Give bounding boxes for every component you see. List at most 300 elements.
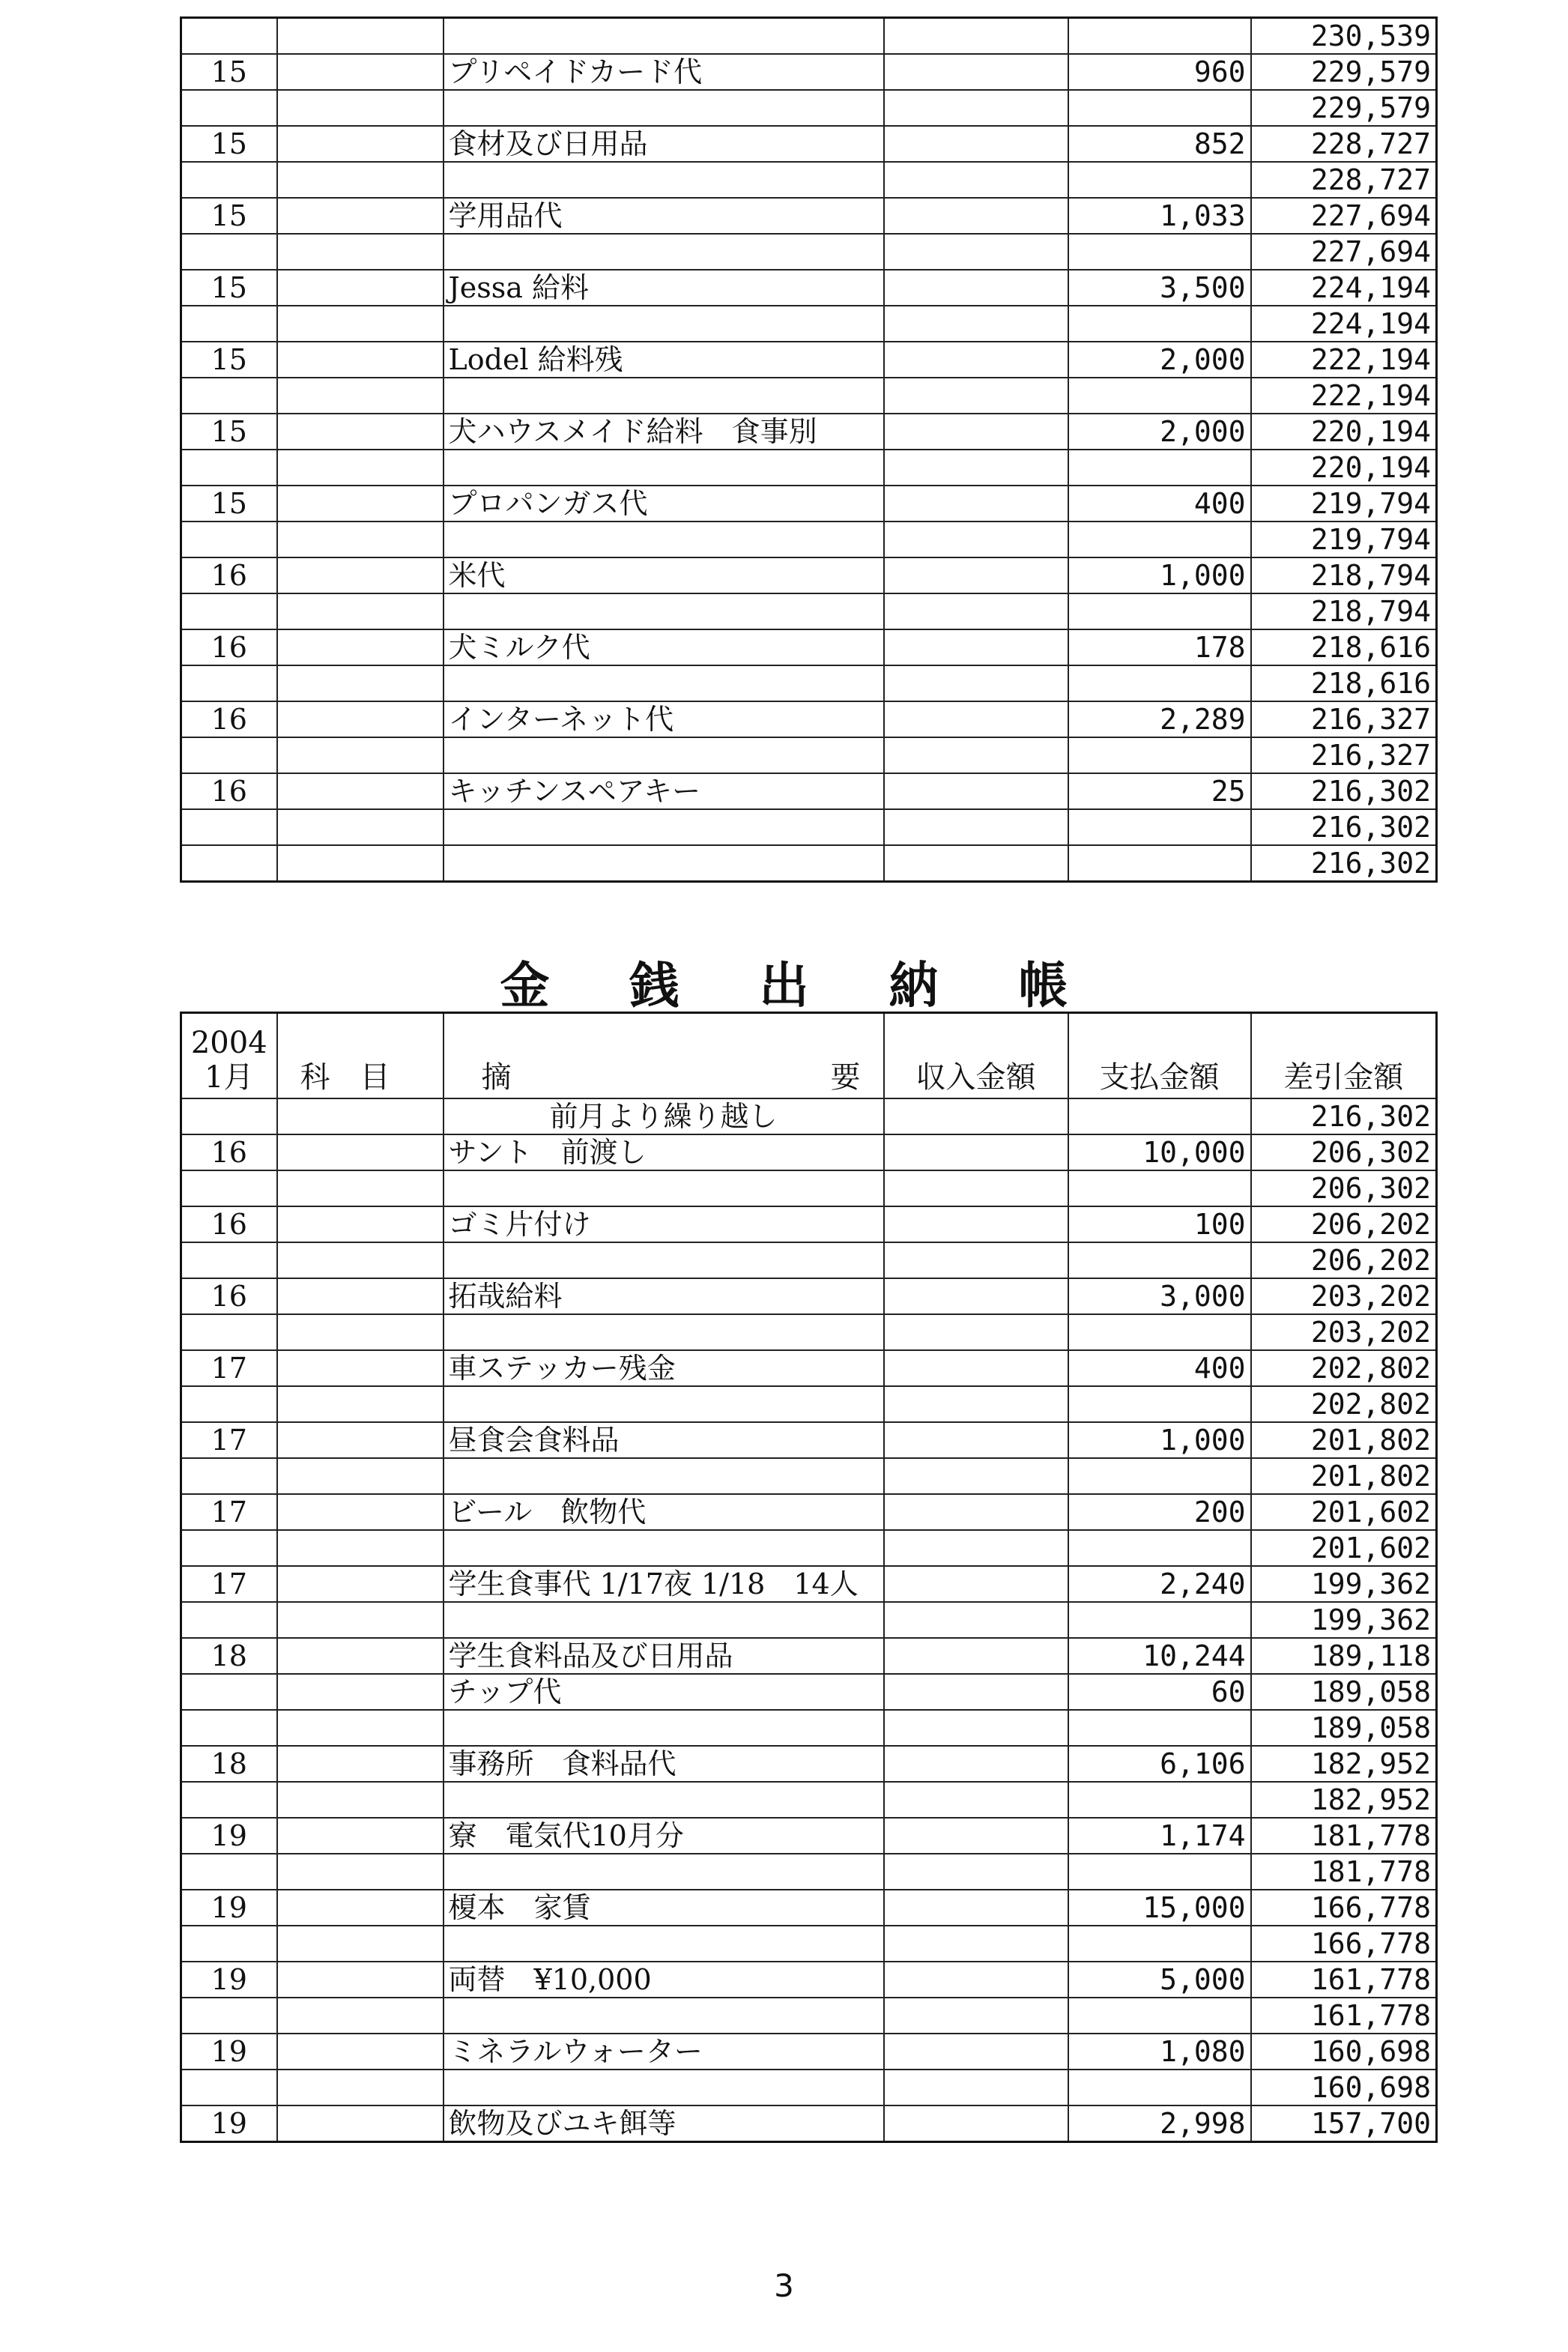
ledger-row: [181, 450, 1437, 486]
balance-cell: 199,362: [1251, 1602, 1437, 1638]
subject-cell: [277, 450, 444, 486]
payment-cell: 400: [1068, 1350, 1251, 1386]
balance-cell: 166,778: [1251, 1926, 1437, 1962]
subject-cell: [277, 1170, 444, 1206]
ledger-title: [0, 946, 1568, 1017]
subject-cell: [277, 1494, 444, 1530]
title-char: 出: [759, 957, 809, 1015]
day-cell: [181, 1710, 277, 1746]
subject-cell: [277, 1962, 444, 1998]
payment-cell: [1068, 593, 1251, 629]
description-cell: 学生食事代 1/17夜 1/18 14人: [444, 1566, 884, 1602]
day-cell: 15: [181, 126, 277, 162]
balance-cell: 181,778: [1251, 1818, 1437, 1854]
description-cell: [444, 1170, 884, 1206]
description-cell: [444, 234, 884, 270]
day-cell: [181, 1170, 277, 1206]
income-cell: [884, 90, 1068, 126]
description-cell: 事務所 食料品代: [444, 1746, 884, 1782]
payment-cell: [1068, 1314, 1251, 1350]
balance-cell: 206,302: [1251, 1134, 1437, 1170]
day-cell: 16: [181, 629, 277, 665]
subject-cell: [277, 378, 444, 414]
payment-cell: [1068, 378, 1251, 414]
ledger-row: [181, 665, 1437, 701]
day-cell: 15: [181, 270, 277, 306]
ledger-row: [181, 1314, 1437, 1350]
payment-cell: [1068, 2070, 1251, 2105]
income-cell: [884, 1386, 1068, 1422]
ledger-row: [181, 1602, 1437, 1638]
balance-cell: 216,327: [1251, 701, 1437, 737]
balance-cell: 161,778: [1251, 1962, 1437, 1998]
income-cell: [884, 1242, 1068, 1278]
income-cell: [884, 1098, 1068, 1134]
day-cell: [181, 1782, 277, 1818]
subject-cell: [277, 2105, 444, 2142]
balance-cell: 229,579: [1251, 90, 1437, 126]
subject-cell: [277, 2070, 444, 2105]
payment-cell: 1,000: [1068, 1422, 1251, 1458]
income-cell: [884, 1170, 1068, 1206]
balance-header: 差引金額: [1251, 1013, 1437, 1099]
day-cell: [181, 522, 277, 557]
balance-cell: 202,802: [1251, 1386, 1437, 1422]
subject-cell: [277, 1386, 444, 1422]
subject-cell: [277, 234, 444, 270]
ledger-row: [181, 1782, 1437, 1818]
balance-cell: 157,700: [1251, 2105, 1437, 2142]
day-cell: 15: [181, 54, 277, 90]
description-cell: [444, 1314, 884, 1350]
payment-cell: 60: [1068, 1674, 1251, 1710]
description-cell: [444, 522, 884, 557]
subject-cell: [277, 1278, 444, 1314]
payment-cell: [1068, 1602, 1251, 1638]
description-cell: [444, 450, 884, 486]
income-cell: [884, 737, 1068, 773]
subject-cell: [277, 1530, 444, 1566]
ledger-row: [181, 1134, 1437, 1170]
ledger-row: [181, 198, 1437, 234]
description-header-left: 摘: [481, 1060, 512, 1095]
subject-cell: [277, 1134, 444, 1170]
balance-cell: 222,194: [1251, 342, 1437, 378]
ledger-row: [181, 701, 1437, 737]
subject-cell: [277, 126, 444, 162]
balance-cell: 216,327: [1251, 737, 1437, 773]
income-cell: [884, 1458, 1068, 1494]
description-cell: 榎本 家賃: [444, 1890, 884, 1926]
description-cell: [444, 18, 884, 55]
income-cell: [884, 450, 1068, 486]
income-cell: [884, 18, 1068, 55]
balance-cell: 206,202: [1251, 1206, 1437, 1242]
day-cell: 19: [181, 1818, 277, 1854]
payment-cell: [1068, 18, 1251, 55]
income-cell: [884, 162, 1068, 198]
description-cell: ビール 飲物代: [444, 1494, 884, 1530]
subject-cell: [277, 1566, 444, 1602]
payment-cell: 1,000: [1068, 557, 1251, 593]
subject-cell: [277, 1818, 444, 1854]
description-cell: 拓哉給料: [444, 1278, 884, 1314]
payment-cell: [1068, 665, 1251, 701]
balance-cell: 218,616: [1251, 665, 1437, 701]
day-cell: 19: [181, 1890, 277, 1926]
ledger-row: [181, 378, 1437, 414]
balance-cell: 182,952: [1251, 1782, 1437, 1818]
payment-cell: [1068, 1386, 1251, 1422]
title-char: 帳: [1018, 957, 1068, 1015]
balance-cell: 218,616: [1251, 629, 1437, 665]
ledger-row: [181, 1890, 1437, 1926]
balance-cell: 161,778: [1251, 1998, 1437, 2034]
subject-cell: [277, 198, 444, 234]
description-cell: プロパンガス代: [444, 486, 884, 522]
payment-cell: [1068, 1710, 1251, 1746]
payment-cell: [1068, 450, 1251, 486]
ledger-row: [181, 1926, 1437, 1962]
ledger-row: [181, 593, 1437, 629]
payment-cell: [1068, 1458, 1251, 1494]
description-cell: [444, 2070, 884, 2105]
subject-cell: [277, 306, 444, 342]
subject-cell: [277, 809, 444, 845]
payment-cell: [1068, 1098, 1251, 1134]
ledger-row: [181, 1998, 1437, 2034]
description-cell: 米代: [444, 557, 884, 593]
subject-cell: [277, 1710, 444, 1746]
day-cell: 17: [181, 1350, 277, 1386]
ledger-row: [181, 1278, 1437, 1314]
ledger-row: [181, 270, 1437, 306]
income-cell: [884, 845, 1068, 882]
income-cell: [884, 1422, 1068, 1458]
day-cell: [181, 1530, 277, 1566]
year-month-header: [181, 1013, 277, 1099]
income-cell: [884, 2070, 1068, 2105]
day-cell: [181, 737, 277, 773]
ledger-row: [181, 126, 1437, 162]
payment-cell: [1068, 1782, 1251, 1818]
description-cell: [444, 593, 884, 629]
balance-cell: 203,202: [1251, 1314, 1437, 1350]
day-cell: [181, 234, 277, 270]
ledger-row: [181, 234, 1437, 270]
payment-cell: 15,000: [1068, 1890, 1251, 1926]
income-cell: [884, 486, 1068, 522]
income-cell: [884, 1494, 1068, 1530]
ledger-row: [181, 162, 1437, 198]
payment-cell: 25: [1068, 773, 1251, 809]
ledger-row: [181, 1458, 1437, 1494]
description-cell: インターネット代: [444, 701, 884, 737]
balance-cell: 216,302: [1251, 773, 1437, 809]
payment-cell: 2,240: [1068, 1566, 1251, 1602]
balance-cell: 201,602: [1251, 1530, 1437, 1566]
ledger-row: [181, 557, 1437, 593]
subject-cell: [277, 342, 444, 378]
income-cell: [884, 342, 1068, 378]
day-cell: [181, 1098, 277, 1134]
description-cell: 飲物及びユキ餌等: [444, 2105, 884, 2142]
day-cell: [181, 1674, 277, 1710]
subject-cell: [277, 737, 444, 773]
description-cell: プリペイドカード代: [444, 54, 884, 90]
day-cell: [181, 1458, 277, 1494]
payment-cell: 100: [1068, 1206, 1251, 1242]
subject-cell: [277, 1746, 444, 1782]
balance-cell: 203,202: [1251, 1278, 1437, 1314]
ledger-row: [181, 1494, 1437, 1530]
description-cell: 犬ハウスメイド給料 食事別: [444, 414, 884, 450]
day-cell: [181, 18, 277, 55]
day-cell: 17: [181, 1566, 277, 1602]
subject-cell: [277, 1206, 444, 1242]
subject-cell: [277, 90, 444, 126]
income-cell: [884, 701, 1068, 737]
day-cell: 16: [181, 1134, 277, 1170]
payment-cell: [1068, 162, 1251, 198]
subject-cell: [277, 557, 444, 593]
day-cell: [181, 378, 277, 414]
description-cell: 昼食会食料品: [444, 1422, 884, 1458]
day-cell: 15: [181, 486, 277, 522]
day-cell: 15: [181, 414, 277, 450]
ledger-row: [181, 522, 1437, 557]
payment-cell: 2,289: [1068, 701, 1251, 737]
description-cell: [444, 1386, 884, 1422]
day-cell: 15: [181, 198, 277, 234]
payment-cell: 1,033: [1068, 198, 1251, 234]
description-cell: [444, 1458, 884, 1494]
payment-cell: [1068, 845, 1251, 882]
description-cell: [444, 1926, 884, 1962]
income-cell: [884, 1278, 1068, 1314]
description-cell: [444, 1998, 884, 2034]
income-cell: [884, 1350, 1068, 1386]
day-cell: [181, 1998, 277, 2034]
description-cell: 車ステッカー残金: [444, 1350, 884, 1386]
day-cell: 15: [181, 342, 277, 378]
balance-cell: 202,802: [1251, 1350, 1437, 1386]
description-cell: Lodel 給料残: [444, 342, 884, 378]
balance-cell: 216,302: [1251, 845, 1437, 882]
subject-cell: [277, 1602, 444, 1638]
balance-cell: 201,602: [1251, 1494, 1437, 1530]
description-cell: [444, 1854, 884, 1890]
balance-cell: 224,194: [1251, 306, 1437, 342]
ledger-row: [181, 1962, 1437, 1998]
ledger-row: [181, 1098, 1437, 1134]
balance-cell: 227,694: [1251, 198, 1437, 234]
day-cell: 19: [181, 2034, 277, 2070]
ledger-row: [181, 54, 1437, 90]
description-cell: Jessa 給料: [444, 270, 884, 306]
ledger-row: [181, 18, 1437, 55]
income-cell: [884, 126, 1068, 162]
income-cell: [884, 1890, 1068, 1926]
balance-cell: 206,302: [1251, 1170, 1437, 1206]
payment-cell: [1068, 234, 1251, 270]
subject-cell: [277, 1350, 444, 1386]
ledger-row: [181, 809, 1437, 845]
year-label: 2004: [190, 1026, 267, 1060]
description-cell: [444, 845, 884, 882]
payment-cell: 3,000: [1068, 1278, 1251, 1314]
balance-cell: 228,727: [1251, 162, 1437, 198]
subject-cell: [277, 54, 444, 90]
description-cell: 犬ミルク代: [444, 629, 884, 665]
day-cell: [181, 593, 277, 629]
description-cell: [444, 1242, 884, 1278]
description-cell: [444, 1602, 884, 1638]
payment-cell: [1068, 737, 1251, 773]
ledger-body-cashbook: [181, 1098, 1437, 2142]
description-cell: サント 前渡し: [444, 1134, 884, 1170]
ledger-row: [181, 1386, 1437, 1422]
income-cell: [884, 1530, 1068, 1566]
ledger-row: [181, 1530, 1437, 1566]
description-cell: ゴミ片付け: [444, 1206, 884, 1242]
subject-cell: [277, 1890, 444, 1926]
balance-cell: 216,302: [1251, 809, 1437, 845]
payment-cell: 6,106: [1068, 1746, 1251, 1782]
subject-cell: [277, 701, 444, 737]
payment-cell: [1068, 1926, 1251, 1962]
title-char: 金: [500, 957, 550, 1015]
balance-cell: 220,194: [1251, 414, 1437, 450]
balance-cell: 216,302: [1251, 1098, 1437, 1134]
subject-cell: [277, 1242, 444, 1278]
ledger-row: [181, 2070, 1437, 2105]
ledger-row: [181, 342, 1437, 378]
subject-cell: [277, 1638, 444, 1674]
description-cell: [444, 1710, 884, 1746]
income-cell: [884, 54, 1068, 90]
payment-cell: 2,000: [1068, 414, 1251, 450]
subject-cell: [277, 414, 444, 450]
income-cell: [884, 1674, 1068, 1710]
description-cell: 前月より繰り越し: [444, 1098, 884, 1134]
description-header: [444, 1013, 884, 1099]
payment-cell: [1068, 1170, 1251, 1206]
subject-cell: [277, 1998, 444, 2034]
income-cell: [884, 522, 1068, 557]
ledger-row: [181, 1818, 1437, 1854]
day-cell: [181, 2070, 277, 2105]
subject-cell: [277, 665, 444, 701]
income-cell: [884, 414, 1068, 450]
day-cell: [181, 1926, 277, 1962]
description-cell: 寮 電気代10月分: [444, 1818, 884, 1854]
balance-cell: 182,952: [1251, 1746, 1437, 1782]
ledger-row: [181, 629, 1437, 665]
subject-cell: [277, 593, 444, 629]
payment-cell: 852: [1068, 126, 1251, 162]
day-cell: 16: [181, 1206, 277, 1242]
income-cell: [884, 1818, 1068, 1854]
subject-cell: [277, 773, 444, 809]
description-cell: 両替 ¥10,000: [444, 1962, 884, 1998]
ledger-row: [181, 1242, 1437, 1278]
income-cell: [884, 1314, 1068, 1350]
balance-cell: 230,539: [1251, 18, 1437, 55]
payment-cell: 3,500: [1068, 270, 1251, 306]
day-cell: 18: [181, 1746, 277, 1782]
payment-cell: 178: [1068, 629, 1251, 665]
ledger-body-continued: [181, 18, 1437, 882]
subject-cell: [277, 845, 444, 882]
income-cell: [884, 665, 1068, 701]
income-cell: [884, 1998, 1068, 2034]
title-char: 銭: [629, 957, 679, 1015]
day-cell: [181, 665, 277, 701]
day-cell: 17: [181, 1422, 277, 1458]
balance-cell: 219,794: [1251, 486, 1437, 522]
day-cell: [181, 306, 277, 342]
income-cell: [884, 1206, 1068, 1242]
income-cell: [884, 1926, 1068, 1962]
income-cell: [884, 1746, 1068, 1782]
ledger-row: [181, 1746, 1437, 1782]
balance-cell: 206,202: [1251, 1242, 1437, 1278]
income-cell: [884, 270, 1068, 306]
ledger-row: [181, 90, 1437, 126]
ledger-row: [181, 1206, 1437, 1242]
subject-cell: [277, 1674, 444, 1710]
income-cell: [884, 378, 1068, 414]
day-cell: [181, 1314, 277, 1350]
income-cell: [884, 1134, 1068, 1170]
description-cell: [444, 737, 884, 773]
balance-cell: 222,194: [1251, 378, 1437, 414]
payment-cell: [1068, 522, 1251, 557]
day-cell: [181, 1602, 277, 1638]
payment-cell: 10,000: [1068, 1134, 1251, 1170]
day-cell: 18: [181, 1638, 277, 1674]
ledger-row: [181, 1854, 1437, 1890]
page-number: 3: [774, 2267, 794, 2304]
description-cell: [444, 1782, 884, 1818]
day-cell: 17: [181, 1494, 277, 1530]
ledger-row: [181, 2034, 1437, 2070]
day-cell: [181, 90, 277, 126]
subject-cell: [277, 1422, 444, 1458]
description-cell: 学生食料品及び日用品: [444, 1638, 884, 1674]
day-cell: 16: [181, 701, 277, 737]
ledger-row: [181, 773, 1437, 809]
balance-cell: 219,794: [1251, 522, 1437, 557]
income-cell: [884, 1566, 1068, 1602]
description-cell: [444, 378, 884, 414]
ledger-row: [181, 414, 1437, 450]
ledger-row: [181, 1710, 1437, 1746]
payment-cell: 10,244: [1068, 1638, 1251, 1674]
payment-cell: [1068, 1242, 1251, 1278]
income-cell: [884, 2034, 1068, 2070]
day-cell: [181, 162, 277, 198]
subject-cell: [277, 162, 444, 198]
subject-cell: [277, 629, 444, 665]
ledger-row: [181, 486, 1437, 522]
title-char: 納: [889, 957, 939, 1015]
description-cell: ミネラルウォーター: [444, 2034, 884, 2070]
subject-cell: [277, 1458, 444, 1494]
subject-cell: [277, 522, 444, 557]
subject-cell: [277, 1926, 444, 1962]
